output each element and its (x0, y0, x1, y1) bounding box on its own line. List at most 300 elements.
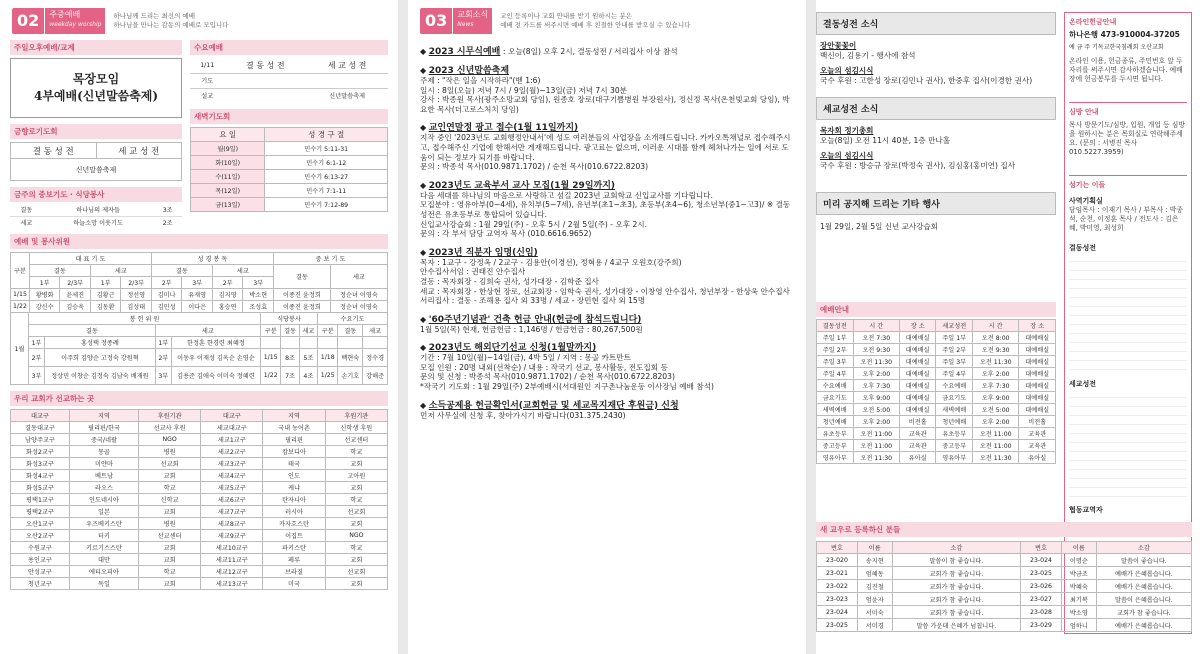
news-item-title: 2023년도 교육부서 교사 모집(1월 29일까지) (428, 180, 616, 191)
mission-row-cell: 교회 (325, 482, 387, 494)
news-item-line: 서리집사 : 결동 - 조해용 집사 외 33명 / 세교 - 장민현 집사 외 15명 (420, 296, 646, 306)
new-member-row-cell: 박혜숙 (1061, 580, 1096, 593)
worship-row-cell: 유아실 (1019, 452, 1056, 464)
mission-row-cell: 교회 (138, 506, 200, 518)
visitation-title: 심방 안내 (1069, 102, 1187, 117)
news-item: ◆ 2023 시무식예배 : 오늘(8일) 오후 2시, 결동성전 / 서리집사 이상 참석 (420, 47, 678, 57)
new-member-row-cell: 말씀 가운데 은혜가 넘칩니다. (892, 619, 1020, 632)
page-header (408, 0, 806, 34)
mission-row-cell: 오산2교구 (11, 530, 70, 542)
worship-row-cell: 오후 2:00 (853, 416, 899, 428)
role-gyeoldong: 결동성전 (1069, 244, 1097, 252)
news-list (408, 34, 806, 420)
new-member-row-cell: 박소영 (1061, 606, 1096, 619)
mission-row (11, 422, 388, 434)
worship-row-cell: 대예배실 (1019, 404, 1056, 416)
new-member-row-cell: 23-024 (817, 606, 858, 619)
new-member-row-cell: 23-029 (1021, 619, 1062, 632)
new-member-row-cell: 교회가 참 좋습니다. (1096, 606, 1191, 619)
news-item-line: 문의 및 신청 : 박종석 목사(010.9871.1702) / 순천 목사(010.6722.8203) (420, 372, 675, 382)
mission-row-cell: 학교 (138, 566, 200, 578)
worship-row-cell: 새벽예배 (936, 404, 973, 416)
online-offering-title: 온라인헌금안내 (1069, 18, 1117, 26)
mission-row-cell: 케냐 (263, 482, 325, 494)
mission-row-cell: 세교5교구 (201, 482, 263, 494)
worship-row-cell: 주일 4부 (936, 368, 973, 380)
page-number: 03 (420, 8, 452, 34)
new-member-row-cell: 이명순 (1061, 554, 1096, 567)
mission-row (11, 554, 388, 566)
worship-row-cell: 오전 5:00 (853, 404, 899, 416)
worship-row (817, 380, 1056, 392)
worship-row-cell: 대예배실 (899, 392, 936, 404)
mission-row-cell: 중국/네팔 (69, 434, 138, 446)
new-member-row-cell: 23-020 (817, 554, 858, 567)
new-member-row-cell: 말씀이 좋습니다. (1096, 554, 1191, 567)
new-member-row (817, 554, 1192, 567)
worship-row-cell: 오후 2:00 (853, 368, 899, 380)
role-segyo: 세교성전 (1069, 380, 1097, 388)
news-item-line: 주제 : "작은 일을 시작하라"(벧 1:6) (420, 76, 541, 85)
news-item-line: 목자 : 1교구 - 강정옥 / 2교구 - 김용안(이경선), 정혁용 / 4교구 오원호(강주희) (420, 257, 682, 267)
mission-row-cell: NGO (325, 530, 387, 542)
worship-row-cell: 수요예배 (936, 380, 973, 392)
worship-row-cell: 유아실 (899, 452, 936, 464)
news-item-title: 2023 시무식예배 (428, 47, 501, 57)
worship-row-cell: 비전홀 (1019, 416, 1056, 428)
worship-row (817, 368, 1056, 380)
other-events-text: 1월 29일, 2월 5일 신년 교사강습회 (820, 222, 938, 232)
worship-row-cell: 오전 5:00 (972, 404, 1018, 416)
mission-row-cell: 우즈베키스탄 (69, 518, 138, 530)
new-member-row-cell: 서미경 (857, 619, 892, 632)
mission-row-cell: 세교8교구 (201, 518, 263, 530)
new-member-row-cell: 교회가 참 좋습니다. (892, 580, 1020, 593)
news-item-line: 신입교사강습회 : 1월 29일(주) - 오후 5시 / 2월 5일(주) - 오후 2시. (420, 219, 648, 229)
mission-row-cell: 화성3교구 (11, 458, 70, 470)
new-member-row-cell: 23-026 (1021, 580, 1062, 593)
mission-row-cell: 세교7교구 (201, 506, 263, 518)
mission-row-cell: 세교1교구 (201, 434, 263, 446)
dawn-prayer-table: 요 일 성 경 구 절 월(9일) 민수기 5:11-31 화(10일) 민수기 6:1-12 수(11일) 민수기 6:13-27 목(12일) 민수기 7:1-11 금(13일) 민수기 7:12-89 (190, 127, 388, 212)
worship-row-cell: 대예배실 (899, 332, 936, 344)
mission-row-cell: 결동대교구 (11, 422, 70, 434)
mission-row-cell: 독일 (69, 578, 138, 590)
mission-row-cell: 고아원 (325, 470, 387, 482)
mission-row-cell: 청년교구 (11, 578, 70, 590)
mission-row-cell: 교회 (138, 554, 200, 566)
gyeoldong-staff-lines (1069, 253, 1187, 373)
new-members-table: 번호 이름 소감 번호 이름 소감 23-020 송지현 말씀이 참 좋습니다. 23-024 이명순 말씀이 좋습니다. 23-021 엄혜동 교회가 참 좋습니다. 23-025 박금조 예배가 은혜롭습니다. 23-022 김진철 교회가 참 좋습니다. 23-026 박혜숙 예배가 은혜롭습니다. 23-023 엄윤자 교회가 참 좋습니다. 23-027 최기복 말씀이 은혜롭습니다. 23-024 서미숙 교회가 참 좋습니다. 23-028 박소영 교회가 참 좋습니다. 23-025 서미경 말씀 가운데 은혜가 넘칩니다. 23-029 엄하니 예배가 은혜롭습니다. (816, 541, 1192, 632)
mission-row-cell: 오산1교구 (11, 518, 70, 530)
new-member-row-cell: 예배가 은혜롭습니다. (1096, 580, 1191, 593)
role-planning: 사역기획실 (1069, 197, 1103, 205)
mission-row (11, 482, 388, 494)
news-item-line: 모집분야 : 영유아부(0~4세), 유치부(5~7세), 유년부(초1~초3), 초등부(초4~6), 청소년부(중1~고3)/ ※ 결동성전은 유초등부로 통합되어 있습니다. (420, 200, 791, 219)
mission-row-cell: 세교11교구 (201, 554, 263, 566)
diamond-icon: ◆ (420, 314, 429, 324)
news-item (420, 343, 794, 391)
mission-row-cell: 세교4교구 (201, 470, 263, 482)
worship-row-cell: 대예배실 (1019, 380, 1056, 392)
diamond-icon: ◆ (420, 66, 429, 75)
news-item (420, 401, 794, 421)
page-divider (398, 0, 408, 654)
mission-row-cell: 일본 (69, 506, 138, 518)
news-item-line: 강사 : 박종원 목사(광주소망교회 당임), 원종호 장로(대구기쁨병원 부장원사), 정신정 목사(온천빛교회 당임), 박요한 목사(더고로스처치 당임) (420, 95, 790, 114)
mission-row-cell: 세교3교구 (201, 458, 263, 470)
worship-row-cell: 유초등부 (936, 428, 973, 440)
segyo-item-2: 오늘의 섬김시식 국수 후원 : 방승규 장로(박정숙 권사), 김심홍(홍미연) 집사 (820, 150, 1016, 170)
worship-row-cell: 교육관 (899, 428, 936, 440)
new-member-row-cell: 23-025 (817, 619, 858, 632)
mission-row-cell: 선교센터 (138, 530, 200, 542)
mission-row-cell: 터키 (69, 530, 138, 542)
mission-row-cell: 미얀마 (69, 458, 138, 470)
news-item-title: 2023년 직분자 임명(신임) (428, 247, 538, 258)
intercession-table: 결동 하나님의 제자들 3조 세교 하늘소망 이웃기도 2조 (10, 204, 182, 228)
mission-row-cell: 남양주교구 (11, 434, 70, 446)
page-header (0, 0, 398, 34)
worship-row-cell: 수요예배 (817, 380, 854, 392)
segyo-staff-lines (1069, 389, 1187, 499)
worship-row-cell: 오전 11:30 (853, 452, 899, 464)
diamond-icon: ◆ (420, 180, 429, 190)
serve-table: 구분 대 표 기 도 성 경 봉 독 중 보 기 도 결동 세교 결동 세교 결동 세교 1부 2/3부 1부 2/3부 2부 3부 2부 3부 1/15 황병화 윤세진 김황근 정선영 김미나 유재영 김지영 박소현 이종진 윤정희 정순녀 이영숙 1/22 강신수 김승욱 김동환 김성태 김민성 이다은 홍승연 조성효 이종진 윤정희 정순녀 이영숙 (10, 252, 388, 313)
new-members-heading: 새 교우로 등록하신 분들 (816, 522, 1192, 537)
mission-row-cell: 인도네시아 (69, 494, 138, 506)
worship-row-cell: 중고등부 (817, 440, 854, 452)
new-member-row-cell: 말씀이 참 좋습니다. (892, 554, 1020, 567)
worship-row-cell: 오전 7:30 (853, 332, 899, 344)
worship-row-cell: 금요기도 (817, 392, 854, 404)
mission-row-cell: 미국 (263, 578, 325, 590)
new-member-row-cell: 김진철 (857, 580, 892, 593)
news-item-line: 일시 : 8일(오늘) 저녁 7시 / 9일(월)~13일(금) 저녁 7시 30분 (420, 85, 627, 95)
worship-row-cell: 대예배실 (1019, 392, 1056, 404)
news-item-line: 1월 5일(목) 현재, 헌금헌금 : 1,146명 / 헌금헌금 : 80,267,500원 (420, 324, 643, 334)
worship-row (817, 344, 1056, 356)
new-member-row-cell: 엄윤자 (857, 593, 892, 606)
new-member-row (817, 580, 1192, 593)
serve-heading: 예배 및 봉사위원 (10, 234, 388, 249)
new-member-row-cell: 교회가 참 좋습니다. (892, 606, 1020, 619)
news-item-body: 오늘(8일) 오후 2시, 결동성전 / 서리집사 이상 참석 (508, 47, 678, 56)
worship-row-cell: 오전 11:00 (853, 428, 899, 440)
news-item-line: 모집 인원 : 20명 내외(선착순) / 내용 : 작국기 선교, 봉사활동, 전도집회 등 (420, 362, 668, 372)
worship-row-cell: 오전 8:00 (972, 332, 1018, 344)
news-item-line: 다음 세대를 하나님의 마음으로 사랑하고 섬길 2023년 교회학교 신입교사를 기다립니다. (420, 190, 713, 200)
mission-row-cell: 베트남 (69, 470, 138, 482)
news-item-title: 2023년도 해외단기선교 신청(1월말까지) (428, 343, 597, 354)
worship-row-cell: 대예배실 (899, 404, 936, 416)
worship-row-cell: 영유아부 (817, 452, 854, 464)
mission-row (11, 470, 388, 482)
diamond-icon: ◆ (420, 400, 429, 410)
mission-row-cell: 병원 (138, 446, 200, 458)
worship-row-cell: 유초등부 (817, 428, 854, 440)
worship-row-cell: 오전 11:30 (972, 452, 1018, 464)
new-member-row-cell: 23-025 (1021, 567, 1062, 580)
worship-row-cell: 오후 9:00 (972, 392, 1018, 404)
mission-row-cell: 학교 (138, 482, 200, 494)
worship-row (817, 404, 1056, 416)
news-item-line: 기간 : 7월 10일(월)~14일(금), 4박 5일 / 지역 : 몽골 카트만트 (420, 353, 631, 363)
mission-row-cell: 학교 (325, 542, 387, 554)
new-member-row-cell: 말씀이 은혜롭습니다. (1096, 593, 1191, 606)
mission-row-cell: 안성교구 (11, 566, 70, 578)
mission-row (11, 434, 388, 446)
news-item-line: 지작 중인 '2023년도 교회행정안내서'에 성도 여러분들의 사업장을 소개해드립니다. 카카오톡채널로 접수해주시고, 접수해주신 기업에 한해서만 게재해드립니다. 광고료는 없으며, 이러운 시대를 함께 헤쳐나가는 일에 서로 도움이 되는 정보가 되기를 바랍니다. (420, 133, 791, 162)
worship-row-cell: 영유아부 (936, 452, 973, 464)
dawn-prayer-heading: 새벽기도회 (190, 109, 388, 124)
new-member-row (817, 567, 1192, 580)
header-desc: 하나님께 드리는 최선의 예배 하나님을 만나는 감동의 예배로 모입니다 (113, 12, 229, 29)
new-member-row (817, 593, 1192, 606)
mission-row-cell: 선교사 후원 (138, 422, 200, 434)
new-member-row-cell: 교회가 참 좋습니다. (892, 593, 1020, 606)
header-desc: 교인 등록이나 교회 안내를 받기 원하시는 분은 예배 전 카드를 써주시면 예배 후 친절한 안내를 받으실 수 있습니다 (500, 12, 691, 29)
worship-row-cell: 오전 11:00 (972, 428, 1018, 440)
friday-prayer-table: 결 동 성 전 세 교 성 전 신년말씀축제 (10, 142, 182, 181)
visitation-note: 목사 방문기도/심방, 입원, 개업 등 심방을 원하시는 분은 목회실로 연락해주세요. (문의 : 서병진 목사 010.5227.3959) (1069, 121, 1185, 156)
worship-row-cell: 오전 11:00 (972, 440, 1018, 452)
worship-row-cell: 대예배실 (899, 356, 936, 368)
mission-row-cell: NGO (138, 434, 200, 446)
diamond-icon: ◆ (420, 123, 429, 133)
role-associate: 협동교역자 (1069, 506, 1103, 514)
worship-row (817, 392, 1056, 404)
worship-row-cell: 대예배실 (1019, 356, 1056, 368)
mission-row-cell: 대만 (69, 554, 138, 566)
worship-row-cell: 비전홀 (899, 416, 936, 428)
mission-row-cell: 교회 (325, 554, 387, 566)
page-divider (806, 0, 816, 654)
mission-row (11, 578, 388, 590)
staff-list: 담임목사 : 이재기 목사 / 부목사 : 박종석, 순천, 이정훈 목사 / 전도사 : 김은혜, 박미영, 최성희 (1069, 206, 1183, 232)
new-member-row-cell: 최기복 (1061, 593, 1096, 606)
new-member-row-cell: 송지현 (857, 554, 892, 567)
section-tag: 주중예배 weekday worship (44, 8, 105, 34)
news-item-title: 소득공제용 헌금확인서(교회헌금 및 세교목지재단 후원금) 신청 (428, 400, 679, 411)
news-item-line: *작국기 기도회 : 1월 29일(주) 2부예배시(서대원인 지구촌나눔운동 이사장님 예배 참석) (420, 382, 714, 392)
mission-row-cell: 화성4교구 (11, 470, 70, 482)
mission-row-cell: 교회 (325, 458, 387, 470)
worship-row-cell: 오후 7:30 (853, 380, 899, 392)
worship-row-cell: 대예배실 (899, 380, 936, 392)
worship-row-cell: 교육관 (1019, 440, 1056, 452)
mission-row (11, 458, 388, 470)
mission-row-cell: 키르기스스탄 (69, 542, 138, 554)
worship-row-cell: 중고등부 (936, 440, 973, 452)
mission-row-cell: 탄자니아 (263, 494, 325, 506)
intercession-heading: 금주의 중보기도 · 식당봉사 (10, 187, 182, 202)
mission-row-cell: 교회 (138, 470, 200, 482)
worship-row-cell: 주일 2부 (817, 344, 854, 356)
worship-row-cell: 주일 1부 (936, 332, 973, 344)
page-notices (816, 0, 1200, 654)
mission-row-cell: 세교2교구 (201, 446, 263, 458)
news-item (420, 66, 794, 114)
sunday-pm-heading: 주일오후예배/교제 (10, 40, 182, 55)
news-item-title: '60주년기념관' 건축 헌금 안내(헌금에 참석드립니다) (428, 314, 642, 325)
mission-row-cell: 세교12교구 (201, 566, 263, 578)
worship-row-cell: 대예배실 (899, 368, 936, 380)
mission-row (11, 566, 388, 578)
worship-row-cell: 오후 9:00 (853, 392, 899, 404)
worship-row-cell: 대예배실 (1019, 332, 1056, 344)
mission-row-cell: 러시아 (263, 506, 325, 518)
mission-row-cell: 이집트 (263, 530, 325, 542)
mission-row-cell: 교회 (138, 542, 200, 554)
new-member-row-cell: 23-021 (817, 567, 858, 580)
mission-row-cell: 캄보디아 (263, 446, 325, 458)
new-member-row-cell: 교회가 참 좋습니다. (892, 567, 1020, 580)
worship-row-cell: 교육관 (899, 440, 936, 452)
offering-table: 1월 봉 헌 위 원 식당봉사 수요기도 결동 세교 구분 결동 세교 구분 결동 세교 1부 홍성택 정종례 1부 한정훈 한경련 최혜정 2부 이주희 김양순 고정숙 강원혁 2부 이동우 이재성 김옥순 손영순 1/15 8조 5조 1/18 백현숙 정수경 3부 정상민 이창순 김정숙 김남숙 배재원 3부 김용준 김애숙 이미숙 정혜련 1/22 7조 4조 1/25 손기호 강해준 (10, 312, 388, 385)
gyeoldong-item-2: 오늘의 섬김시식 국수 후원 : 고한성 장로(김민나 권사), 한중후 집사(이경한 권사) (820, 65, 1033, 85)
new-member-row (817, 619, 1192, 632)
mission-row-cell: 교회 (325, 518, 387, 530)
mission-row-cell: 수원교구 (11, 542, 70, 554)
mission-row-cell: 세교대교구 (201, 422, 263, 434)
new-member-row-cell: 예배가 은혜롭습니다. (1096, 619, 1191, 632)
worship-row (817, 440, 1056, 452)
mission-row-cell: 세교13교구 (201, 578, 263, 590)
mission-row (11, 506, 388, 518)
mission-row-cell: 세교10교구 (201, 542, 263, 554)
mission-row-cell: 국내 농어촌 (263, 422, 325, 434)
worship-row-cell: 오전 11:00 (853, 440, 899, 452)
new-member-row-cell: 서미숙 (857, 606, 892, 619)
offering-note: 온라인 이용, 헌금종류, 주민번호 앞 두 자리를 써주시면 감사하겠습니다. 예배장에 헌금봉투를 두시면 됩니다. (1069, 57, 1183, 83)
worship-guide-table: 결동성전 시 간 장 소 세교성전 시 간 장 소 주일 1부 오전 7:30 대예배실 주일 1부 오전 8:00 대예배실 주일 2부 오전 9:30 대예배실 주일 2부 오전 9:30 대예배실 주일 3부 오전 11:30 대예배실 주일 3부 오전 11:30 대예배실 주일 4부 오후 2:00 대예배실 주일 4부 오후 2:00 대예배실 수요예배 오후 7:30 대예배실 수요예배 오후 7:30 대예배실 금요기도 오후 9:00 대예배실 금요기도 오후 9:00 대예배실 새벽예배 오전 5:00 대예배실 새벽예배 오전 5:00 대예배실 청년예배 오후 2:00 비전홀 청년예배 오후 2:00 비전홀 유초등부 오전 11:00 교육관 유초등부 오전 11:00 교육관 중고등부 오전 11:00 교육관 중고등부 오전 11:00 교육관 영유아부 오전 11:30 유아실 영유아부 오전 11:30 유아실 (816, 319, 1056, 464)
new-member-row-cell: 엄혜동 (857, 567, 892, 580)
mission-row (11, 518, 388, 530)
worship-row-cell: 대예배실 (899, 344, 936, 356)
mission-row-cell: 세교9교구 (201, 530, 263, 542)
news-item-line: 먼저 사무실에 신청 후, 찾아가시기 바랍니다(031.375.2430) (420, 410, 626, 420)
mission-row (11, 530, 388, 542)
mission-row-cell: 평택1교구 (11, 494, 70, 506)
mission-row-cell: 라오스 (69, 482, 138, 494)
mission-row-cell: 카자흐스탄 (263, 518, 325, 530)
worship-row-cell: 주일 2부 (936, 344, 973, 356)
new-member-row-cell: 23-024 (1021, 554, 1062, 567)
new-member-row-cell: 박금조 (1061, 567, 1096, 580)
worship-row-cell: 대예배실 (1019, 368, 1056, 380)
mission-row-cell: 에티오피아 (69, 566, 138, 578)
account-number: 하나은행 473-910004-37205 (1069, 30, 1180, 39)
segyo-news-heading: 세교성전 소식 (816, 97, 1056, 120)
news-item-line: 문의 : 박종석 목사(010.9871.1702) / 순천 목사(010.6722.8203) (420, 162, 649, 172)
worship-row-cell: 오전 9:30 (972, 344, 1018, 356)
mission-row-cell: 페루 (263, 554, 325, 566)
mission-row (11, 446, 388, 458)
diamond-icon: ◆ (420, 343, 429, 353)
news-item-line: 결동 : 목자회장 - 김희숙 권사, 성가대장 - 김학준 집사 (420, 276, 599, 286)
worship-row-cell: 오전 11:30 (972, 356, 1018, 368)
wednesday-table: 1/11 결 동 성 전 세 교 성 전 기도 설교 신년말씀축제 (190, 58, 388, 103)
worship-row-cell: 주일 4부 (817, 368, 854, 380)
mission-row-cell: 신학교 (138, 494, 200, 506)
worship-row-cell: 교육관 (1019, 428, 1056, 440)
worship-row-cell: 주일 3부 (936, 356, 973, 368)
mission-row-cell: 학교 (325, 494, 387, 506)
news-item-line: 안수집사서임 : 권태진 안수집사 (420, 267, 526, 277)
worship-row-cell: 오후 7:30 (972, 380, 1018, 392)
sunday-pm-box: 목장모임 4부예배(신년말씀축제) (10, 58, 182, 118)
worship-row-cell: 오전 9:30 (853, 344, 899, 356)
worship-row-cell: 오후 2:00 (972, 416, 1018, 428)
worship-row-cell: 오후 2:00 (972, 368, 1018, 380)
page-number: 02 (12, 8, 44, 34)
mission-row-cell: 교회 (138, 578, 200, 590)
mission-row-cell: 필리핀 (263, 434, 325, 446)
mission-row-cell: 병원 (138, 518, 200, 530)
worship-row-cell: 청년예배 (936, 416, 973, 428)
news-item-title: 2023 신년말씀축제 (428, 66, 510, 76)
worship-row-cell: 주일 3부 (817, 356, 854, 368)
servants-title: 섬기는 이들 (1069, 175, 1187, 190)
worship-guide-heading: 예배안내 (816, 302, 1056, 317)
worship-row-cell: 새벽예배 (817, 404, 854, 416)
mission-row-cell: 파키스탄 (263, 542, 325, 554)
worship-row (817, 452, 1056, 464)
mission-row-cell: 태국 (263, 458, 325, 470)
account-holder: 예 금 주 기독교한국침례회 오산교회 (1069, 44, 1164, 51)
friday-prayer-heading: 금향로기도회 (10, 124, 182, 139)
gyeoldong-item-1: 장안꽃꽃이 백신이, 김용기 - 행사에 참석 (820, 41, 916, 60)
new-member-row-cell: 23-028 (1021, 606, 1062, 619)
mission-row-cell: 선교센터 (325, 434, 387, 446)
new-member-row-cell: 23-022 (817, 580, 858, 593)
mission-row-cell: 필리핀/한국 (69, 422, 138, 434)
page-church-news (408, 0, 806, 654)
news-item-line: 세교 : 목자회장 - 한상현 장로, 선교회장 - 임학숙 권사, 성가대장 - 이창영 안수집사, 청년부장 - 한상욱 안수집사 (420, 286, 790, 296)
mission-table: 대교구 지역 후원기관 대교구 지역 후원기관 결동대교구 필리핀/한국 선교사 후원 세교대교구 국내 농어촌 신학생 후원 남양주교구 중국/네팔 NGO 세교1교구 필리핀 선교센터 화성2교구 몽골 병원 세교2교구 캄보디아 학교 화성3교구 미얀마 선교회 세교3교구 태국 교회 화성4교구 베트남 교회 세교4교구 인도 고아원 화성5교구 라오스 학교 세교5교구 케냐 교회 평택1교구 인도네시아 신학교 세교6교구 탄자니아 학교 평택2교구 일본 교회 세교7교구 러시아 선교회 오산1교구 우즈베키스탄 병원 세교8교구 카자흐스탄 교회 오산2교구 터키 선교센터 세교9교구 이집트 NGO 수원교구 키르기스스탄 교회 세교10교구 파키스탄 학교 용인교구 대만 교회 세교11교구 페루 교회 안성교구 에티오피아 학교 세교12교구 브라질 선교회 청년교구 독일 교회 세교13교구 미국 교회 (10, 409, 388, 590)
mission-row-cell: 선교회 (138, 458, 200, 470)
new-member-row-cell: 예배가 은혜롭습니다. (1096, 567, 1191, 580)
mission-row-cell: 화성2교구 (11, 446, 70, 458)
new-member-row-cell: 23-023 (817, 593, 858, 606)
mission-row-cell: 인도 (263, 470, 325, 482)
news-item (420, 315, 794, 335)
mission-row-cell: 브라질 (263, 566, 325, 578)
page-weekday-worship (0, 0, 398, 654)
new-member-row-cell: 엄하니 (1061, 619, 1096, 632)
diamond-icon: ◆ (420, 47, 429, 56)
mission-row-cell: 화성5교구 (11, 482, 70, 494)
mission-row-cell: 신학생 후원 (325, 422, 387, 434)
gyeoldong-news-heading: 결동성전 소식 (816, 12, 1056, 35)
worship-row-cell: 청년예배 (817, 416, 854, 428)
news-item-title: 교인연말정 광고 접수(1월 11일까지) (428, 123, 579, 134)
news-item (420, 248, 794, 306)
worship-row-cell: 금요기도 (936, 392, 973, 404)
worship-row-cell: 대예배실 (1019, 344, 1056, 356)
segyo-item-1: 목자회 정기총회 오늘(8일) 오전 11시 40분, 1층 만나홀 (820, 126, 951, 146)
section-tag: 교회소식 News (452, 8, 492, 34)
worship-row (817, 428, 1056, 440)
mission-heading: 우리 교회가 선교하는 곳 (10, 391, 388, 406)
mission-row (11, 542, 388, 554)
mission-row-cell: 교회 (325, 578, 387, 590)
worship-row-cell: 주일 1부 (817, 332, 854, 344)
news-item (420, 123, 794, 171)
mission-row-cell: 몽골 (69, 446, 138, 458)
mission-row-cell: 선교회 (325, 506, 387, 518)
